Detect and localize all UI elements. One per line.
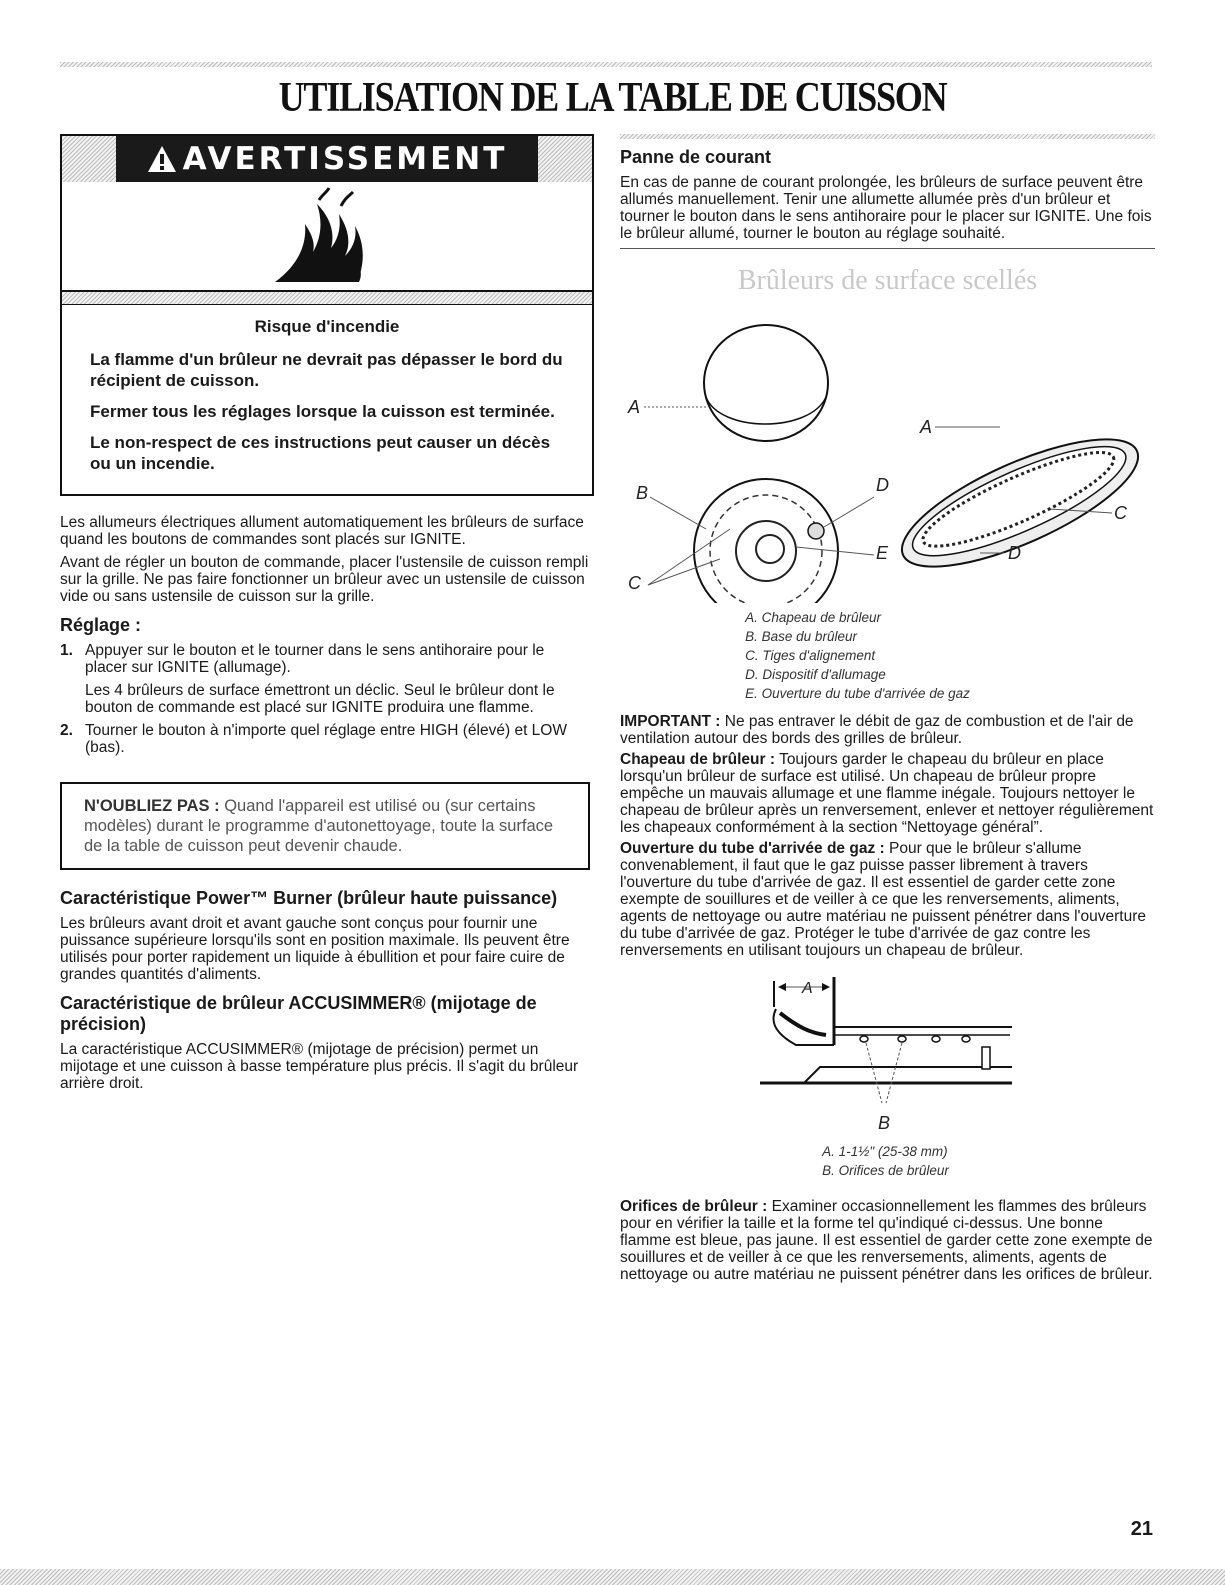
- page-number: 21: [1130, 1518, 1153, 1540]
- hatch-decoration: [62, 136, 116, 182]
- caption-line: A. Chapeau de brûleur: [745, 610, 881, 625]
- power-outage-heading: Panne de courant: [620, 147, 772, 167]
- sealed-burner-diagram: [620, 303, 1155, 603]
- hatch-decoration: [620, 134, 1155, 139]
- step-text: Appuyer sur le bouton et le tourner dans le sens antihoraire pour le placer sur IGNITE (allumage).: [85, 642, 545, 676]
- diagram-caption: [620, 1142, 1155, 1180]
- important-paragraph: [620, 713, 1155, 747]
- gas-tube-label: Ouverture du tube d'arrivée de gaz :: [620, 840, 885, 857]
- sealed-burners-heading: Brûleurs de surface scellés: [737, 265, 1038, 296]
- gas-tube-text: Pour que le brûleur s'allume convenablement, il faut que le gaz puisse passer librement à travers l'ouverture du tube d'arrivée de gaz. Il est essentiel de garder cette zone exempte de souillures et de veiller à ce que les renversements, aliments, agents de nettoyage ou autre matériau ne puissent pénétrer dans l'ouverture du tube d'arrivée de gaz. Protéger le tube d'arrivée de gaz contre les renversements en utilisant toujours un chapeau de brûleur.: [620, 840, 1147, 959]
- warning-body: [62, 304, 592, 494]
- burner-cap-paragraph: [620, 751, 1155, 836]
- step-text: Tourner le bouton à n'importe quel réglage entre HIGH (élevé) et LOW (bas).: [85, 722, 567, 756]
- orifice-paragraph: [620, 1198, 1155, 1283]
- warning-line: Fermer tous les réglages lorsque la cuisson est terminée.: [90, 402, 555, 421]
- list-item: [60, 722, 590, 756]
- diagram-label-b: B: [878, 1113, 891, 1133]
- fire-pictogram: [62, 182, 592, 290]
- diagram-label-c: C: [628, 573, 641, 593]
- accusimmer-heading: Caractéristique de brûleur ACCUSIMMER® (mijotage de précision): [60, 993, 537, 1034]
- important-text: Ne pas entraver le débit de gaz de combustion et de l'air de ventilation autour des bords des grilles de brûleur.: [620, 713, 1134, 747]
- warning-line: Le non-respect de ces instructions peut causer un décès ou un incendie.: [90, 433, 551, 473]
- gas-tube-paragraph: [620, 840, 1155, 959]
- diagram-label-a: A: [802, 980, 813, 997]
- warning-triangle-icon: [147, 145, 177, 173]
- caption-line: E. Ouverture du tube d'arrivée de gaz: [745, 686, 970, 701]
- bottom-hatch-bar: [0, 1569, 1225, 1585]
- diagram-label-d: D: [876, 475, 889, 495]
- warning-subtitle: Risque d'incendie: [254, 317, 400, 336]
- diagram-label-c: C: [1114, 503, 1127, 523]
- burner-cap-text: Toujours garder le chapeau du brûleur en place lorsqu'un brûleur de surface est utilisé. Un chapeau de brûleur propre empêche un mauvais allumage et une flamme inégale. Toujours nettoyer le chapeau de brûleur après un renversement, enlever et nettoyer régulièrement les chapeaux conformément à la section “Nettoyage général”.: [620, 751, 1154, 836]
- warning-line: La flamme d'un brûleur ne devrait pas dépasser le bord du récipient de cuisson.: [90, 350, 563, 390]
- fire-icon: [267, 186, 387, 286]
- power-burner-text: Les brûleurs avant droit et avant gauche sont conçus pour fournir une puissance supérieure lorsqu'ils sont en position maximale. Ils peuvent être utilisés pour porter rapidement un liquide à ébullition et pour faire cuire de grandes quantités d'aliments.: [60, 915, 570, 983]
- remember-text: Quand l'appareil est utilisé ou (sur certains modèles) durant le programme d'autonettoyage, toute la surface de la table de cuisson peut devenir chaude.: [84, 797, 554, 855]
- divider: [620, 248, 1155, 249]
- list-item: [60, 642, 590, 716]
- warning-label: AVERTISSEMENT: [182, 141, 508, 177]
- caption-line: C. Tiges d'alignement: [745, 648, 876, 663]
- power-burner-heading: Caractéristique Power™ Burner (brûleur haute puissance): [60, 888, 558, 908]
- warning-header: [62, 136, 592, 182]
- caption-line: A. 1-1½" (25-38 mm): [822, 1144, 948, 1159]
- top-hatch-bar: [60, 62, 1152, 67]
- orifice-label: Orifices de brûleur :: [620, 1198, 768, 1215]
- warning-title: [147, 141, 508, 177]
- step-number: 2.: [60, 722, 73, 739]
- diagram-label-a: A: [628, 397, 641, 417]
- diagram-label-e: E: [876, 543, 889, 563]
- left-column: [60, 134, 590, 1098]
- flame-diagram: [620, 963, 1155, 1133]
- caption-line: B. Orifices de brûleur: [822, 1163, 949, 1178]
- orifice-text: Examiner occasionnellement les flammes des brûleurs pour en vérifier la taille et la forme tel qu'indiqué ci-dessus. Une bonne flamme est bleue, pas jaune. Il est essentiel de garder cette zone exempte de souillures et de veiller à ce que les renversements, aliments, agents de nettoyage ou autre matériau ne puissent pénétrer dans les orifices de brûleur.: [620, 1198, 1153, 1283]
- burner-cap-label: Chapeau de brûleur :: [620, 751, 776, 768]
- caption-line: B. Base du brûleur: [745, 629, 857, 644]
- caption-line: D. Dispositif d'allumage: [745, 667, 886, 682]
- accusimmer-text: La caractéristique ACCUSIMMER® (mijotage de précision) permet un mijotage et une cuisson à basse température plus précis. Il s'agit du brûleur arrière droit.: [60, 1041, 579, 1092]
- step-text: Les 4 brûleurs de surface émettront un déclic. Seul le brûleur dont le bouton de commande est placé sur IGNITE produira une flamme.: [85, 682, 555, 716]
- warning-box: [60, 134, 594, 496]
- diagram-label-a: A: [920, 417, 933, 437]
- important-label: IMPORTANT :: [620, 713, 721, 730]
- setting-steps: [60, 642, 590, 756]
- intro-paragraph: Les allumeurs électriques allument automatiquement les brûleurs de surface quand les boutons de commandes sont placés sur IGNITE.: [60, 514, 584, 548]
- diagram-label-b: B: [636, 483, 649, 503]
- intro-paragraph: Avant de régler un bouton de commande, placer l'ustensile de cuisson rempli sur la grille. Ne pas faire fonctionner un brûleur avec un ustensile de cuisson vide ou sans ustensile de cuisson sur la grille.: [60, 554, 589, 605]
- remember-box: [60, 782, 590, 870]
- hatch-decoration: [538, 136, 592, 182]
- remember-label: N'OUBLIEZ PAS :: [84, 797, 220, 815]
- right-column: [620, 134, 1155, 1287]
- setting-heading: Réglage :: [60, 615, 142, 635]
- power-outage-text: En cas de panne de courant prolongée, les brûleurs de surface peuvent être allumés manuellement. Tenir une allumette allumée près d'un brûleur et tourner le bouton dans le sens antihoraire pour le placer sur IGNITE. Une fois le brûleur allumé, tourner le bouton au réglage souhaité.: [620, 174, 1152, 242]
- diagram-caption: [620, 608, 1155, 703]
- hatch-decoration: [62, 290, 592, 304]
- step-number: 1.: [60, 642, 73, 659]
- diagram-label-d: D: [1008, 543, 1021, 563]
- page-title: UTILISATION DE LA TABLE DE CUISSON: [278, 75, 947, 121]
